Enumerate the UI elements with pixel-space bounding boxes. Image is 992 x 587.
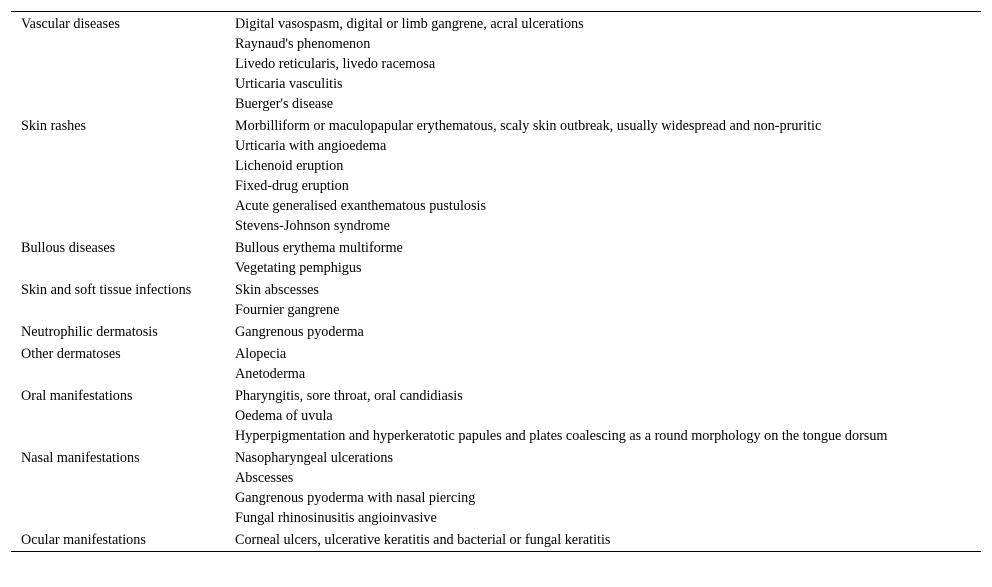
category-cell: Nasal manifestations bbox=[21, 450, 140, 466]
items-cell bbox=[235, 14, 981, 114]
item-text: Raynaud's phenomenon bbox=[235, 36, 371, 52]
item-text: Corneal ulcers, ulcerative keratitis and bacterial or fungal keratitis bbox=[235, 532, 611, 548]
category-cell: Bullous diseases bbox=[21, 240, 116, 256]
item-text: Lichenoid eruption bbox=[235, 158, 344, 174]
table-row bbox=[11, 386, 981, 446]
category-cell: Vascular diseases bbox=[21, 16, 120, 32]
item-text: Stevens-Johnson syndrome bbox=[235, 218, 390, 234]
items-cell bbox=[235, 344, 981, 384]
table-row bbox=[11, 116, 981, 236]
item-text: Hyperpigmentation and hyperkeratotic papules and plates coalescing as a round morphology on the tongue dorsum bbox=[235, 428, 888, 444]
item-text: Bullous erythema multiforme bbox=[235, 240, 403, 256]
item-text: Livedo reticularis, livedo racemosa bbox=[235, 56, 436, 72]
items-cell bbox=[235, 386, 981, 446]
item-text: Oedema of uvula bbox=[235, 408, 333, 424]
item-text: Pharyngitis, sore throat, oral candidiasis bbox=[235, 388, 463, 404]
table-row bbox=[11, 448, 981, 528]
item-text: Urticaria vasculitis bbox=[235, 76, 343, 92]
items-cell bbox=[235, 530, 981, 550]
item-text: Digital vasospasm, digital or limb gangrene, acral ulcerations bbox=[235, 16, 584, 32]
item-text: Buerger's disease bbox=[235, 96, 334, 112]
item-text: Abscesses bbox=[235, 470, 294, 486]
category-cell: Skin and soft tissue infections bbox=[21, 282, 192, 298]
table-row bbox=[11, 280, 981, 320]
items-cell bbox=[235, 238, 981, 278]
table-row bbox=[11, 14, 981, 114]
item-text: Anetoderma bbox=[235, 366, 306, 382]
item-text: Fixed-drug eruption bbox=[235, 178, 349, 194]
item-text: Fournier gangrene bbox=[235, 302, 340, 318]
item-text: Urticaria with angioedema bbox=[235, 138, 387, 154]
item-text: Acute generalised exanthematous pustulosis bbox=[235, 198, 486, 214]
item-text: Fungal rhinosinusitis angioinvasive bbox=[235, 510, 437, 526]
category-cell: Oral manifestations bbox=[21, 388, 133, 404]
category-cell: Other dermatoses bbox=[21, 346, 121, 362]
category-cell: Neutrophilic dermatosis bbox=[21, 324, 158, 340]
item-text: Gangrenous pyoderma with nasal piercing bbox=[235, 490, 476, 506]
items-cell bbox=[235, 322, 981, 342]
category-cell: Ocular manifestations bbox=[21, 532, 146, 548]
items-cell bbox=[235, 280, 981, 320]
item-text: Vegetating pemphigus bbox=[235, 260, 362, 276]
items-cell bbox=[235, 116, 981, 236]
item-text: Gangrenous pyoderma bbox=[235, 324, 364, 340]
table-row bbox=[11, 344, 981, 384]
manifestations-table bbox=[11, 11, 981, 552]
category-cell: Skin rashes bbox=[21, 118, 87, 134]
item-text: Skin abscesses bbox=[235, 282, 319, 298]
table-row bbox=[11, 322, 981, 342]
items-cell bbox=[235, 448, 981, 528]
item-text: Nasopharyngeal ulcerations bbox=[235, 450, 393, 466]
table-row bbox=[11, 238, 981, 278]
item-text: Morbilliform or maculopapular erythematous, scaly skin outbreak, usually widespread and non-pruritic bbox=[235, 118, 822, 134]
table-row bbox=[11, 530, 981, 550]
item-text: Alopecia bbox=[235, 346, 287, 362]
